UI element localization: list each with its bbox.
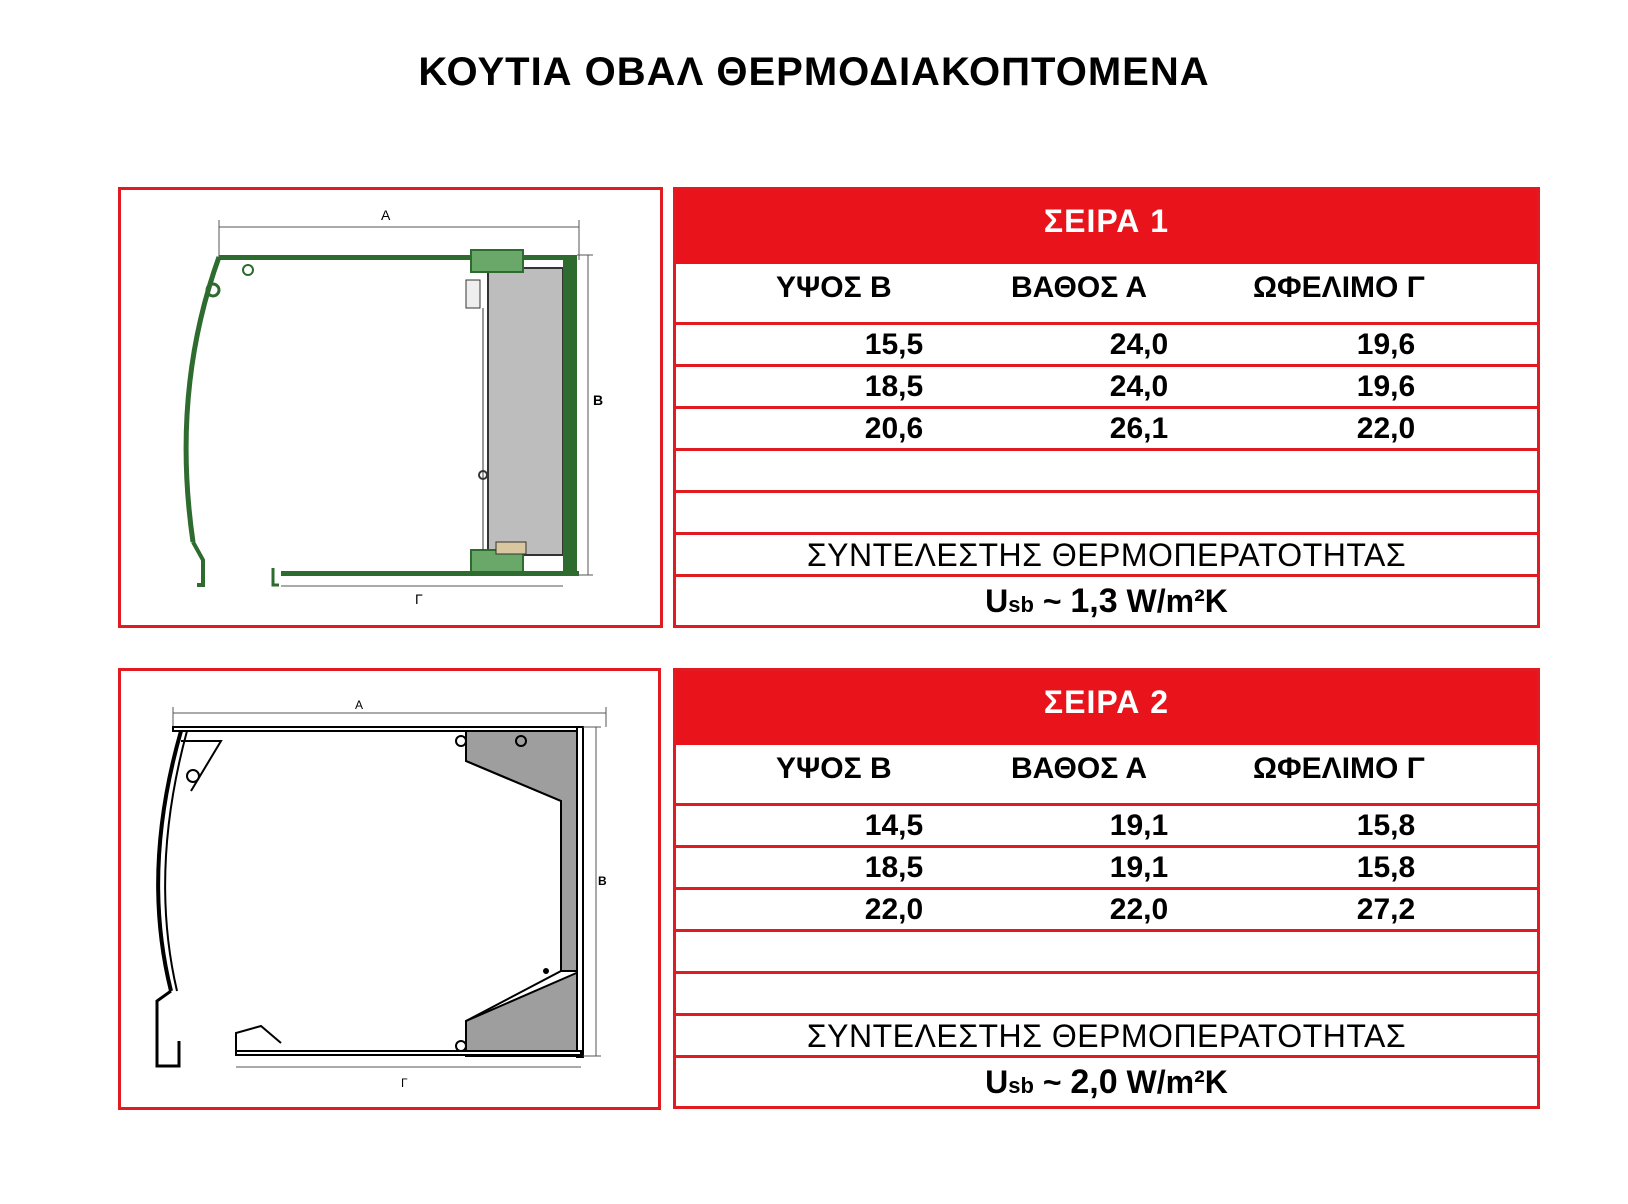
cell-usable: 19,6 (1356, 328, 1416, 361)
table-row (676, 806, 1537, 848)
box-profile-drawing-1 (121, 190, 666, 631)
series-2-column-headers (676, 745, 1537, 806)
cell-depth: 22,0 (1109, 893, 1169, 926)
dim-a-label-1: Α (381, 207, 391, 223)
dim-b-label-1: Β (593, 392, 604, 408)
table-row (676, 848, 1537, 890)
series-1-column-headers (676, 264, 1537, 325)
table-row-empty (676, 451, 1537, 493)
u-number: 2,0 (1070, 1063, 1118, 1101)
series-1-header: ΣΕΙΡΑ 1 (676, 190, 1537, 264)
coefficient-label: ΣΥΝΤΕΛΕΣΤΗΣ ΘΕΡΜΟΠΕΡΑΤΟΤΗΤΑΣ (806, 537, 1407, 573)
u-unit: W/m²K (1117, 1064, 1228, 1100)
dim-a-label-2: Α (355, 698, 364, 712)
cell-usable: 15,8 (1356, 851, 1416, 884)
cell-usable: 22,0 (1356, 412, 1416, 445)
coefficient-row (676, 535, 1537, 577)
cell-usable: 27,2 (1356, 893, 1416, 926)
column-usable: ΩΦΕΛΙΜΟ Γ (1253, 752, 1425, 785)
cell-height: 14,5 (864, 809, 924, 842)
table-row (676, 409, 1537, 451)
u-approx: ~ (1033, 583, 1071, 619)
cell-height: 22,0 (864, 893, 924, 926)
series-2-drawing (118, 668, 661, 1110)
table-row-empty (676, 493, 1537, 535)
series-2-table (673, 668, 1540, 1109)
table-row (676, 325, 1537, 367)
series-1-table (673, 187, 1540, 628)
cell-depth: 26,1 (1109, 412, 1169, 445)
table-row (676, 890, 1537, 932)
series-1-drawing (118, 187, 663, 628)
cell-depth: 19,1 (1109, 851, 1169, 884)
cell-usable: 15,8 (1356, 809, 1416, 842)
coefficient-label: ΣΥΝΤΕΛΕΣΤΗΣ ΘΕΡΜΟΠΕΡΑΤΟΤΗΤΑΣ (806, 1018, 1407, 1054)
cell-height: 18,5 (864, 370, 924, 403)
cell-height: 20,6 (864, 412, 924, 445)
table-row-empty (676, 974, 1537, 1016)
page-title: ΚΟΥΤΙΑ ΟΒΑΛ ΘΕΡΜΟΔΙΑΚΟΠΤΟΜΕΝΑ (418, 50, 1210, 94)
u-approx: ~ (1033, 1064, 1071, 1100)
cell-depth: 19,1 (1109, 809, 1169, 842)
u-symbol: U (985, 583, 1009, 619)
column-depth: ΒΑΘΟΣ Α (1011, 752, 1148, 785)
dim-g-label-2: Γ (401, 1076, 408, 1090)
u-symbol: U (985, 1064, 1009, 1100)
cell-height: 15,5 (864, 328, 924, 361)
table-row (676, 367, 1537, 409)
dim-g-label-1: Γ (415, 591, 423, 607)
column-height: ΥΨΟΣ Β (776, 271, 892, 304)
u-subscript: sb (1008, 592, 1034, 617)
u-subscript: sb (1008, 1073, 1034, 1098)
series-2-header: ΣΕΙΡΑ 2 (676, 671, 1537, 745)
dim-b-label-2: Β (598, 874, 607, 888)
column-height: ΥΨΟΣ Β (776, 752, 892, 785)
box-profile-drawing-2 (121, 671, 664, 1113)
u-value (676, 577, 1537, 629)
column-depth: ΒΑΘΟΣ Α (1011, 271, 1148, 304)
cell-height: 18,5 (864, 851, 924, 884)
column-usable: ΩΦΕΛΙΜΟ Γ (1253, 271, 1425, 304)
cell-depth: 24,0 (1109, 370, 1169, 403)
u-unit: W/m²K (1117, 583, 1228, 619)
u-number: 1,3 (1070, 582, 1118, 620)
table-row-empty (676, 932, 1537, 974)
u-value (676, 1058, 1537, 1110)
cell-usable: 19,6 (1356, 370, 1416, 403)
cell-depth: 24,0 (1109, 328, 1169, 361)
coefficient-row (676, 1016, 1537, 1058)
